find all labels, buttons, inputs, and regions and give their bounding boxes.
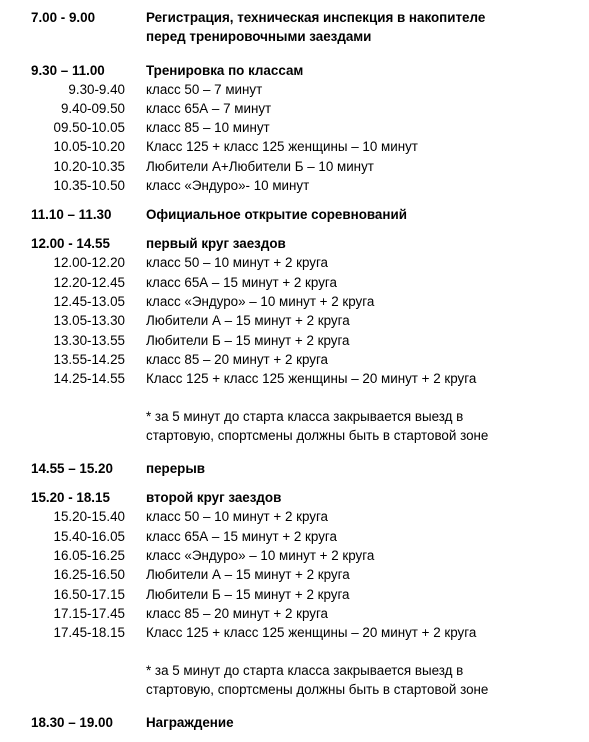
schedule-time: 09.50-10.05: [53, 120, 125, 135]
schedule-description: класс 65А – 15 минут + 2 круга: [146, 275, 337, 290]
schedule-description: перерыв: [146, 461, 206, 476]
schedule-time: 12.00-12.20: [53, 255, 125, 270]
schedule-time: 13.05-13.30: [53, 313, 125, 328]
schedule-time: 9.30-9.40: [68, 82, 125, 97]
schedule-description: класс 85 – 20 минут + 2 круга: [146, 606, 329, 621]
schedule-time: 7.00 - 9.00: [31, 10, 96, 25]
schedule-description: Любители А – 15 минут + 2 круга: [146, 567, 350, 582]
schedule-description: первый круг заездов: [146, 236, 286, 251]
schedule-description: Любители Б – 15 минут + 2 круга: [146, 587, 350, 602]
schedule-description: класс 50 – 10 минут + 2 круга: [146, 255, 329, 270]
schedule-time: 16.25-16.50: [53, 567, 125, 582]
schedule-time: 12.45-13.05: [53, 294, 125, 309]
schedule-description: Класс 125 + класс 125 женщины – 20 минут + 2 круга: [146, 625, 477, 640]
schedule-description: класс 50 – 7 минут: [146, 82, 263, 97]
schedule-description: Класс 125 + класс 125 женщины – 10 минут: [146, 139, 418, 154]
schedule-time: 16.50-17.15: [53, 587, 125, 602]
schedule-time: 10.05-10.20: [53, 139, 125, 154]
schedule-description: класс 85 – 20 минут + 2 круга: [146, 352, 329, 367]
schedule-description: Любители Б – 15 минут + 2 круга: [146, 333, 350, 348]
schedule-time: 17.15-17.45: [53, 606, 125, 621]
schedule-description: Регистрация, техническая инспекция в накопителе перед тренировочными заездами: [146, 10, 486, 45]
schedule-description: класс 50 – 10 минут + 2 круга: [146, 509, 329, 524]
schedule-description: класс «Эндуро» – 10 минут + 2 круга: [146, 294, 375, 309]
schedule-description: класс 85 – 10 минут: [146, 120, 270, 135]
schedule-description: Любители А+Любители Б – 10 минут: [146, 159, 374, 174]
schedule-description: Официальное открытие соревнований: [146, 207, 407, 222]
schedule-description: класс «Эндуро»- 10 минут: [146, 178, 310, 193]
schedule-time: 10.20-10.35: [53, 159, 125, 174]
schedule-description: Класс 125 + класс 125 женщины – 20 минут + 2 круга: [146, 371, 477, 386]
schedule-description: Тренировка по классам: [146, 63, 304, 78]
schedule-time: 14.55 – 15.20: [31, 461, 113, 476]
schedule-time: 12.20-12.45: [53, 275, 125, 290]
schedule-description: класс «Эндуро» – 10 минут + 2 круга: [146, 548, 375, 563]
note-text: * за 5 минут до старта класса закрывается выезд в стартовую, спортсмены должны быть в стартовой зоне: [146, 663, 489, 698]
note-text: * за 5 минут до старта класса закрывается выезд в стартовую, спортсмены должны быть в стартовой зоне: [146, 409, 489, 444]
schedule-time: 9.30 – 11.00: [31, 63, 105, 78]
schedule-time: 11.10 – 11.30: [31, 207, 112, 222]
schedule-time: 15.20-15.40: [53, 509, 125, 524]
schedule-time: 18.30 – 19.00: [31, 715, 113, 730]
schedule-time: 16.05-16.25: [53, 548, 125, 563]
schedule-description: Награждение: [146, 715, 234, 730]
schedule-time: 15.40-16.05: [53, 529, 125, 544]
schedule-time: 15.20 - 18.15: [31, 490, 110, 505]
schedule-description: класс 65А – 15 минут + 2 круга: [146, 529, 337, 544]
schedule-time: 9.40-09.50: [60, 101, 125, 116]
schedule-time: 12.00 - 14.55: [31, 236, 110, 251]
schedule-description: Любители А – 15 минут + 2 круга: [146, 313, 350, 328]
schedule-time: 14.25-14.55: [53, 371, 125, 386]
schedule-time: 17.45-18.15: [53, 625, 125, 640]
schedule-time: 13.30-13.55: [53, 333, 125, 348]
schedule-description: класс 65А – 7 минут: [146, 101, 272, 116]
schedule-description: второй круг заездов: [146, 490, 282, 505]
schedule-time: 13.55-14.25: [53, 352, 125, 367]
schedule-time: 10.35-10.50: [53, 178, 125, 193]
